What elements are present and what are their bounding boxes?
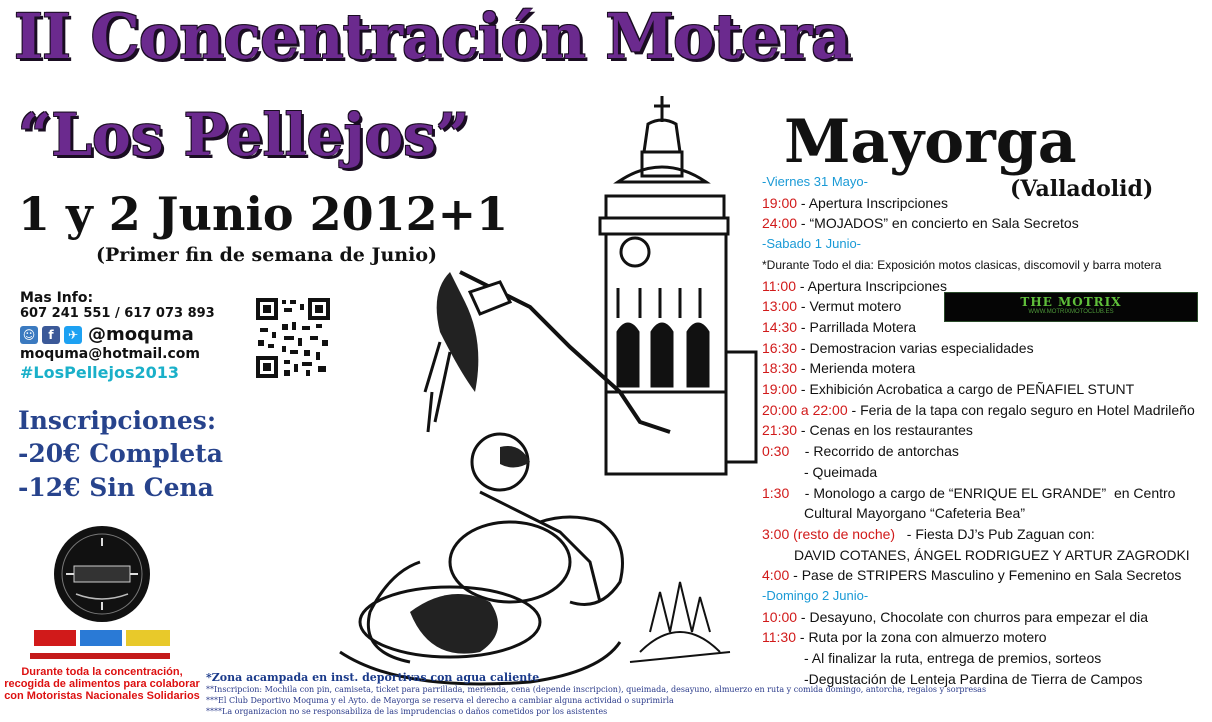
schedule-activity: - Monologo a cargo de “ENRIQUE EL GRANDE” en Centro — [789, 484, 1176, 501]
schedule-time: 18:30 — [762, 360, 798, 377]
registration-heading: Inscripciones: — [18, 406, 217, 435]
schedule-item — [762, 358, 1202, 379]
schedule-day-header: -Viernes 31 Mayo- — [762, 174, 868, 189]
schedule-item — [762, 420, 1202, 441]
schedule-item: Cultural Mayorgano “Cafeteria Bea” — [804, 505, 1025, 522]
motoristas-solidarios-logo — [52, 524, 152, 624]
footnote-liability: ****La organizacion no se responsabiliza de las imprudencias o daños cometidos por los asistentes — [206, 707, 608, 716]
schedule-time: 24:00 — [762, 215, 798, 232]
unidos-banner-logo — [34, 628, 170, 648]
schedule-item — [762, 193, 1202, 214]
schedule-activity: - “MOJADOS” en concierto en Sala Secretos — [797, 215, 1079, 232]
schedule-item: -Degustación de Lenteja Pardina de Tierra de Campos — [804, 670, 1143, 687]
schedule-activity: - Vermut motero — [797, 298, 902, 315]
schedule-item — [762, 441, 1202, 462]
schedule-item: - Al finalizar la ruta, entrega de premios, sorteos — [804, 650, 1102, 667]
event-hashtag[interactable]: #LosPellejos2013 — [20, 363, 180, 382]
schedule-time: 10:00 — [762, 608, 798, 625]
schedule-time: 1:30 — [762, 484, 790, 501]
schedule-item — [762, 400, 1202, 421]
info-label: Mas Info: — [20, 290, 94, 306]
schedule-activity: - Demostracion varias especialidades — [797, 339, 1034, 356]
schedule-item — [762, 565, 1202, 586]
footnote-registration: **Inscripcion: Mochila con pin, camiseta, ticket para parrillada, merienda, cena (depende inscripcion), queimada, desayuno, almuerzo en ruta y comida domingo, antorcha, regalos y sorpresas — [206, 685, 987, 694]
event-dates-subtitle: (Primer fin de semana de Junio) — [96, 244, 437, 266]
price-no-dinner: -12€ Sin Cena — [18, 473, 214, 502]
schedule-time: 14:30 — [762, 318, 798, 335]
province-name: (Valladolid) — [1010, 176, 1154, 202]
twitter-icon[interactable]: ✈ — [64, 326, 82, 344]
registration-prices — [18, 405, 223, 505]
footnote-rights: ***El Club Deportivo Moquma y el Ayto. de Mayorga se reserva el derecho a cambiar alguna actividad o suprimirla — [206, 696, 674, 705]
schedule-item — [762, 338, 1202, 359]
schedule-activity: - Recorrido de antorchas — [789, 443, 959, 460]
schedule-time: 3:00 (resto de noche) — [762, 525, 896, 542]
schedule-item: - Queimada — [804, 463, 878, 480]
schedule-activity: - Desayuno, Chocolate con churros para empezar el dia — [797, 608, 1149, 625]
schedule-time: 4:00 — [762, 567, 790, 584]
schedule-time: 21:30 — [762, 422, 798, 439]
qr-code-icon — [256, 298, 330, 378]
schedule-activity: - Exhibición Acrobatica a cargo de PEÑAFIEL STUNT — [797, 381, 1135, 398]
qr-code[interactable] — [256, 298, 330, 378]
price-full: -20€ Completa — [18, 439, 223, 468]
schedule-item — [762, 213, 1202, 234]
footnote-camping: *Zona acampada en inst. deportivas con agua caliente — [206, 671, 540, 684]
schedule-activity: - Pase de STRIPERS Masculino y Femenino en Sala Secretos — [789, 567, 1182, 584]
facebook-icon[interactable]: f — [42, 326, 60, 344]
contact-email[interactable]: moquma@hotmail.com — [20, 346, 200, 362]
tower-motorbike-illustration — [300, 92, 770, 692]
schedule-day-header: -Sabado 1 Junio- — [762, 236, 862, 252]
social-links — [20, 324, 215, 345]
schedule-item: *Durante Todo el dia: Exposición motos clasicas, discomovil y barra motera — [762, 257, 1162, 272]
schedule-item — [762, 296, 1202, 317]
schedule-day-header: -Domingo 2 Junio- — [762, 588, 869, 604]
sponsor-name: THE MOTRIX — [1020, 295, 1122, 309]
schedule-item — [762, 276, 1202, 297]
social-handle[interactable]: @moquma — [88, 324, 194, 345]
chat-icon[interactable]: ☺ — [20, 326, 38, 344]
schedule-activity: - Cenas en los restaurantes — [797, 422, 973, 439]
schedule-time: 19:00 — [762, 381, 798, 398]
schedule-activity: - Ruta por la zona con almuerzo motero — [796, 629, 1047, 646]
schedule-time: 16:30 — [762, 339, 798, 356]
schedule-time: 11:00 — [762, 277, 796, 294]
schedule-time: 19:00 — [762, 194, 798, 211]
schedule-item: DAVID COTANES, ÁNGEL RODRIGUEZ Y ARTUR ZAGRODKI — [794, 546, 1190, 563]
schedule-activity: - Apertura Inscripciones — [796, 277, 947, 294]
title-line-2: “Los Pellejos” — [18, 101, 470, 169]
phone-numbers: 607 241 551 / 617 073 893 — [20, 306, 215, 321]
event-schedule — [762, 172, 1202, 690]
title-line-1: II Concentración Motera — [14, 0, 851, 73]
schedule-item — [762, 524, 1202, 545]
solidarios-strip-logo — [30, 651, 170, 661]
schedule-item — [762, 379, 1202, 400]
schedule-time: 11:30 — [762, 629, 796, 646]
schedule-activity: - Merienda motera — [797, 360, 916, 377]
schedule-time: 13:00 — [762, 298, 798, 315]
schedule-activity: - Feria de la tapa con regalo seguro en Hotel Madrileño — [847, 401, 1195, 418]
schedule-activity: - Parrillada Motera — [797, 318, 917, 335]
sponsor-url: WWW.MOTRIXMOTOCLUB.ES — [1028, 309, 1114, 315]
schedule-item — [762, 627, 1202, 648]
schedule-item — [762, 483, 1202, 504]
schedule-activity: - Apertura Inscripciones — [797, 194, 949, 211]
event-dates: 1 y 2 Junio 2012+1 — [18, 187, 509, 241]
footnotes — [206, 671, 986, 717]
town-name: Mayorga — [784, 107, 1077, 177]
food-donation-note: Durante toda la concentración, recogida de alimentos para colaborar con Motoristas Nacionales Solidarios — [4, 666, 200, 702]
schedule-activity: - Fiesta DJ’s Pub Zaguan con: — [895, 525, 1095, 542]
schedule-item — [762, 607, 1202, 628]
schedule-time: 20:00 a 22:00 — [762, 401, 848, 418]
schedule-item — [762, 317, 1202, 338]
contact-info — [20, 290, 215, 383]
schedule-time: 0:30 — [762, 443, 790, 460]
